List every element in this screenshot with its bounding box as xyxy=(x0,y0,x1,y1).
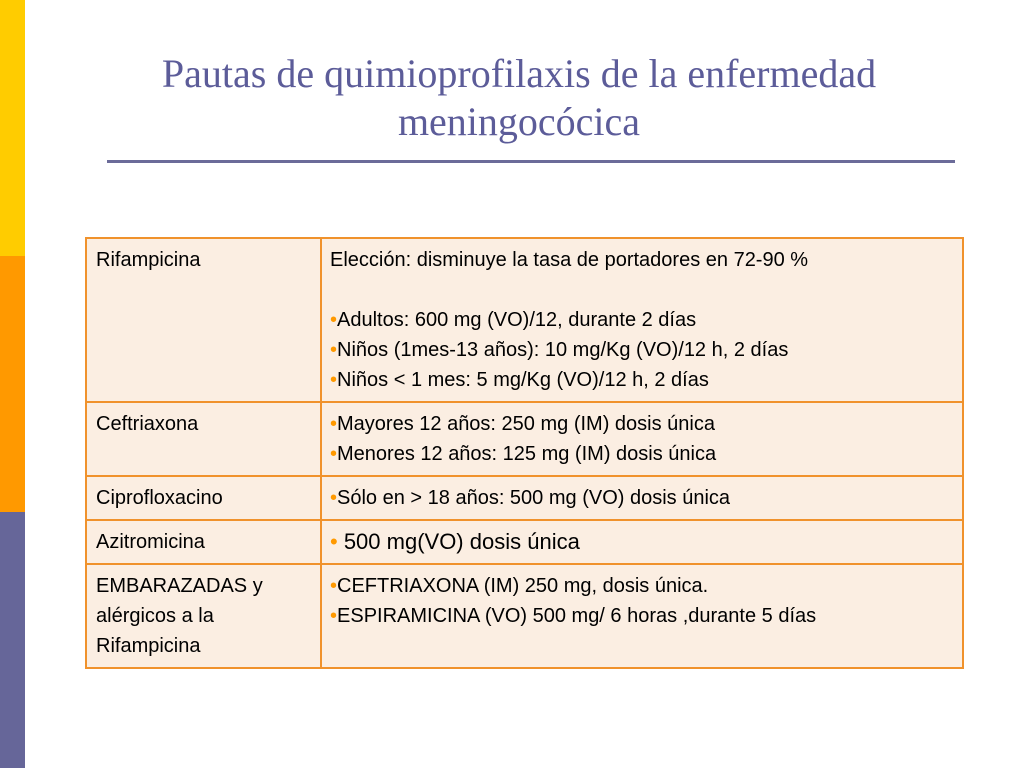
regimen-bullet xyxy=(330,601,954,631)
drug-cell xyxy=(86,238,321,402)
regimen-bullet-text: Menores 12 años: 125 mg (IM) dosis única xyxy=(337,443,717,465)
spacer xyxy=(330,275,954,305)
regimen-cell xyxy=(321,238,963,402)
drug-cell xyxy=(86,520,321,564)
drug-name-line: Rifampicina xyxy=(96,635,201,657)
regimen-bullet xyxy=(330,409,954,439)
regimen-bullet-text: Niños < 1 mes: 5 mg/Kg (VO)/12 h, 2 días xyxy=(337,369,709,391)
regimen-bullet xyxy=(330,305,954,335)
regimen-intro: Elección: disminuye la tasa de portadores en 72-90 % xyxy=(330,249,809,271)
table-row xyxy=(86,564,963,668)
bullet-icon: • xyxy=(330,605,338,627)
drug-name: Ciprofloxacino xyxy=(96,487,223,509)
regimen-bullet xyxy=(330,439,954,469)
slide-title-line-2: meningocócica xyxy=(397,99,641,144)
regimen-cell xyxy=(321,402,963,476)
bullet-icon: • xyxy=(330,443,338,465)
slide-title-line-1: Pautas de quimioprofilaxis de la enfermedad xyxy=(161,51,877,96)
prophylaxis-table xyxy=(85,237,964,669)
drug-cell xyxy=(86,402,321,476)
regimen-bullet-text: Mayores 12 años: 250 mg (IM) dosis única xyxy=(337,413,715,435)
regimen-bullet-text: ESPIRAMICINA (VO) 500 mg/ 6 horas ,durante 5 días xyxy=(337,605,817,627)
bullet-icon: • xyxy=(330,413,338,435)
regimen-bullet xyxy=(330,335,954,365)
table-row xyxy=(86,238,963,402)
regimen-bullet xyxy=(330,365,954,395)
bullet-icon: • xyxy=(330,575,338,597)
drug-cell xyxy=(86,476,321,520)
accent-stripe-yellow xyxy=(0,0,25,256)
regimen-bullet-text: Adultos: 600 mg (VO)/12, durante 2 días xyxy=(337,309,697,331)
regimen-bullet xyxy=(330,571,954,601)
accent-stripe-orange xyxy=(0,256,25,512)
regimen-bullet-text: 500 mg(VO) dosis única xyxy=(337,529,580,554)
table-row xyxy=(86,476,963,520)
regimen-bullet xyxy=(330,527,954,557)
drug-name: Azitromicina xyxy=(96,531,205,553)
title-divider xyxy=(107,160,955,163)
drug-name-line: alérgicos a la xyxy=(96,605,214,627)
bullet-icon: • xyxy=(330,487,338,509)
bullet-icon: • xyxy=(330,309,338,331)
regimen-cell xyxy=(321,520,963,564)
table-row xyxy=(86,402,963,476)
drug-name: Ceftriaxona xyxy=(96,413,199,435)
regimen-bullet-text: CEFTRIAXONA (IM) 250 mg, dosis única. xyxy=(337,575,709,597)
regimen-cell xyxy=(321,476,963,520)
drug-name-line: EMBARAZADAS y xyxy=(96,575,263,597)
regimen-cell xyxy=(321,564,963,668)
regimen-bullet-text: Sólo en > 18 años: 500 mg (VO) dosis única xyxy=(337,487,731,509)
regimen-bullet xyxy=(330,483,954,513)
regimen-bullet-text: Niños (1mes-13 años): 10 mg/Kg (VO)/12 h, 2 días xyxy=(337,339,789,361)
accent-stripe-purple xyxy=(0,512,25,768)
bullet-icon: • xyxy=(330,529,338,554)
drug-cell xyxy=(86,564,321,668)
slide-title xyxy=(60,50,978,146)
drug-name: Rifampicina xyxy=(96,249,201,271)
bullet-icon: • xyxy=(330,369,338,391)
bullet-icon: • xyxy=(330,339,338,361)
table-row xyxy=(86,520,963,564)
